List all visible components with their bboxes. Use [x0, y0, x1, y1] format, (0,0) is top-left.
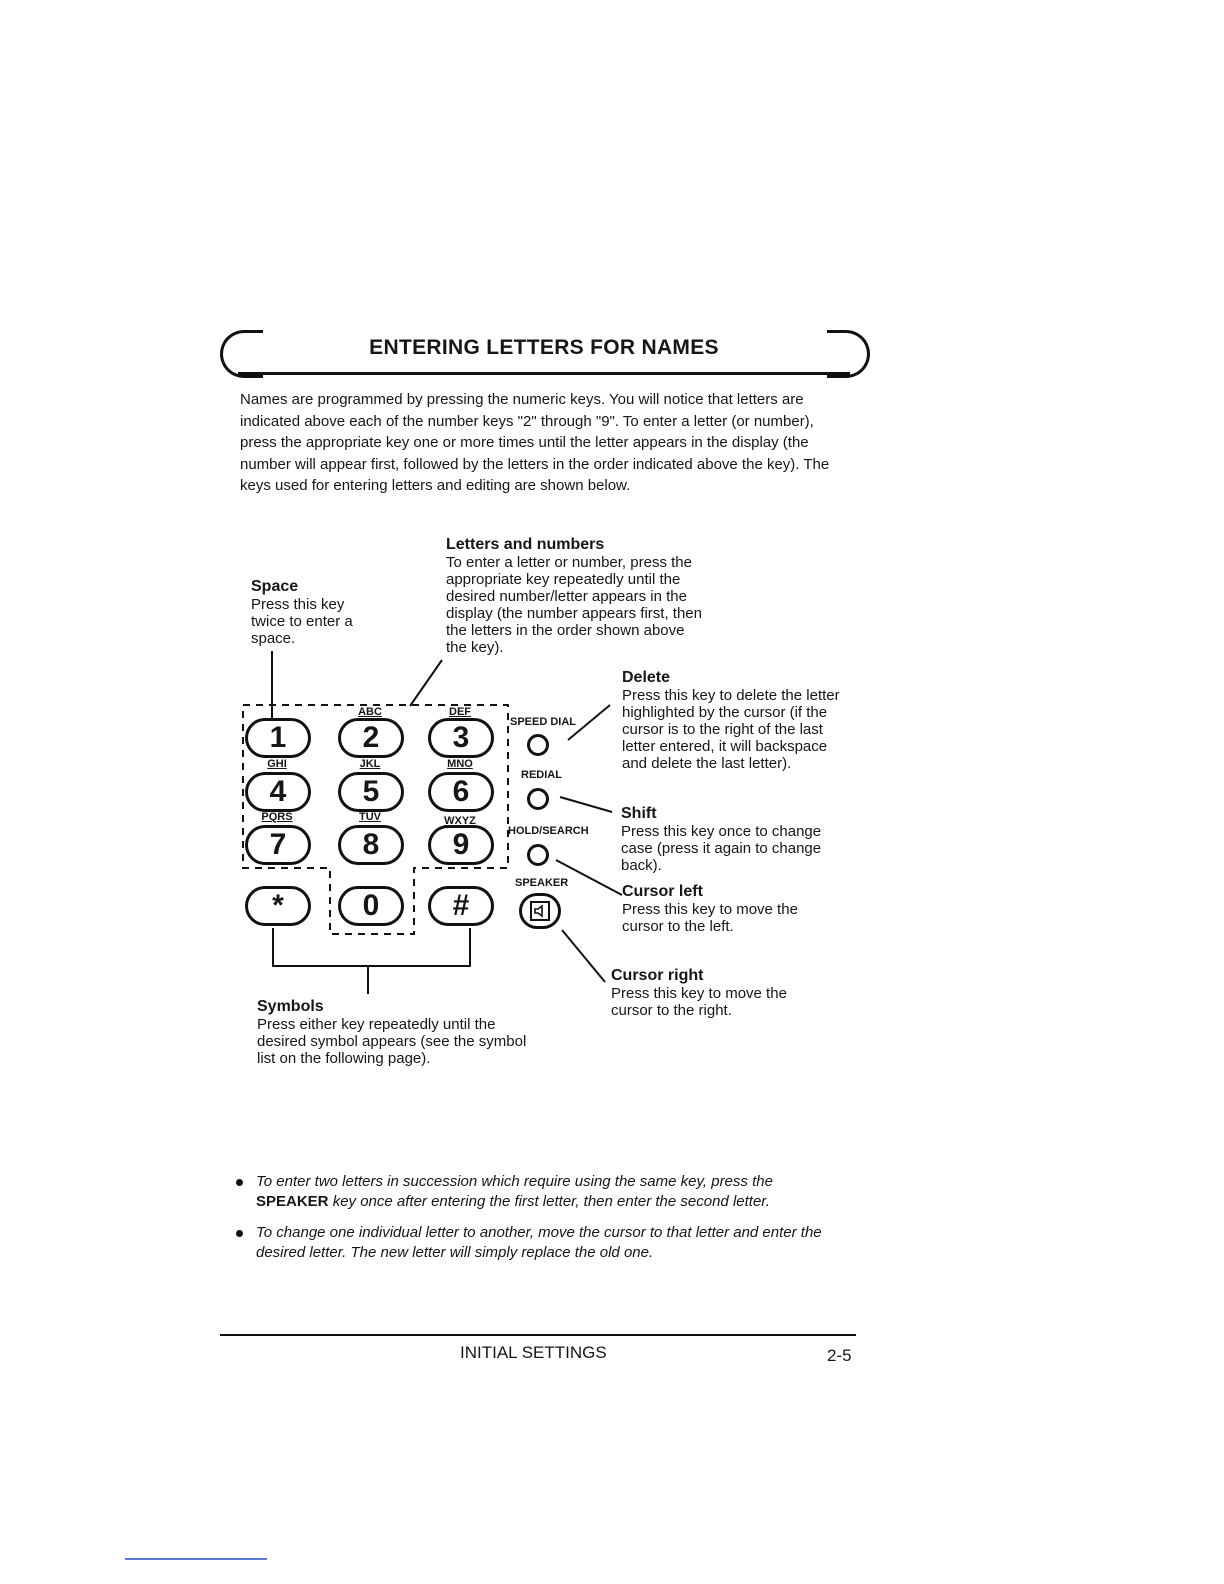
- callout-symbols-title: Symbols: [257, 998, 324, 1015]
- key-letters-label: DEF: [449, 706, 471, 718]
- bottom-link-line: [125, 1558, 267, 1560]
- page-title: ENTERING LETTERS FOR NAMES: [369, 336, 719, 359]
- callout-cursor-right-title: Cursor right: [611, 967, 704, 984]
- note-item: [228, 1223, 838, 1263]
- callout-letters-text: To enter a letter or number, press the appropriate key repeatedly until the desired number/letter appears in the display (the number appears first, then the letters in the order shown above the key).: [446, 554, 702, 656]
- label-hold-search: HOLD/SEARCH: [508, 825, 589, 837]
- note-2-text: To change one individual letter to another, move the cursor to that letter and enter the desired letter. The new letter will simply replace the old one.: [256, 1224, 822, 1261]
- key-9-button[interactable]: 9: [428, 825, 494, 865]
- callout-letters-title: Letters and numbers: [446, 536, 605, 553]
- speed-dial-button[interactable]: [527, 734, 549, 756]
- callout-delete-text: Press this key to delete the letter highlighted by the cursor (if the cursor is to the right of the last letter entered, it will backspace and delete the last letter).: [622, 687, 840, 772]
- callout-cursor-left-text: Press this key to move the cursor to the left.: [622, 901, 798, 935]
- label-speaker: SPEAKER: [515, 877, 569, 889]
- footer-section-title: INITIAL SETTINGS: [460, 1343, 607, 1362]
- callout-shift-title: Shift: [621, 805, 657, 822]
- intro-paragraph: Names are programmed by pressing the numeric keys. You will notice that letters are indicated above each of the number keys "2" through "9". To enter a letter (or number), press the appropriate key one or more times until the letter appears in the display (the number will appear first, followed by the letters in the order indicated above the key). The keys used for entering letters and editing are shown below.: [240, 391, 830, 494]
- key-5-button[interactable]: 5: [338, 772, 404, 812]
- notes-list: [228, 1172, 838, 1274]
- callout-cursor-right-text: Press this key to move the cursor to the right.: [611, 985, 787, 1019]
- footer-rule: [220, 1334, 856, 1336]
- redial-button[interactable]: [527, 788, 549, 810]
- callout-delete-title: Delete: [622, 669, 671, 686]
- note-1-pre: To enter two letters in succession which require using the same key, press the: [256, 1173, 773, 1190]
- key-7-button[interactable]: 7: [245, 825, 311, 865]
- callout-shift-text: Press this key once to change case (press it again to change back).: [621, 823, 822, 874]
- callout-cursor-left-title: Cursor left: [622, 883, 703, 900]
- bullet-icon: [236, 1179, 243, 1186]
- key-hash-button[interactable]: #: [428, 886, 494, 926]
- key-3-button[interactable]: 3: [428, 718, 494, 758]
- key-letters-label: WXYZ: [444, 815, 476, 827]
- label-redial: REDIAL: [521, 769, 562, 781]
- callout-space-text: Press this key twice to enter a space.: [251, 596, 353, 647]
- bullet-icon: [236, 1230, 243, 1237]
- key-letters-label: JKL: [359, 758, 381, 770]
- note-1-bold: SPEAKER: [256, 1193, 329, 1210]
- note-item: [228, 1172, 838, 1212]
- key-0-button[interactable]: 0: [338, 886, 404, 926]
- speaker-button[interactable]: [519, 893, 561, 929]
- key-letters-label: PQRS: [261, 811, 293, 823]
- callout-symbols-text: Press either key repeatedly until the desired symbol appears (see the symbol list on the following page).: [257, 1016, 527, 1067]
- key-1-button[interactable]: 1: [245, 718, 311, 758]
- key-letters-label: ABC: [358, 706, 382, 718]
- hold-search-button[interactable]: [527, 844, 549, 866]
- speaker-icon: [522, 896, 558, 926]
- key-letters-label: GHI: [267, 758, 287, 770]
- footer-page-number: 2-5: [827, 1346, 852, 1365]
- note-1-post: key once after entering the first letter, then enter the second letter.: [328, 1193, 770, 1210]
- label-speed-dial: SPEED DIAL: [510, 716, 577, 728]
- key-letters-label: MNO: [447, 758, 473, 770]
- callout-space-title: Space: [251, 578, 299, 595]
- key-letters-label: TUV: [359, 811, 381, 823]
- key-8-button[interactable]: 8: [338, 825, 404, 865]
- key-6-button[interactable]: 6: [428, 772, 494, 812]
- key-4-button[interactable]: 4: [245, 772, 311, 812]
- key-star-button[interactable]: *: [245, 886, 311, 926]
- key-2-button[interactable]: 2: [338, 718, 404, 758]
